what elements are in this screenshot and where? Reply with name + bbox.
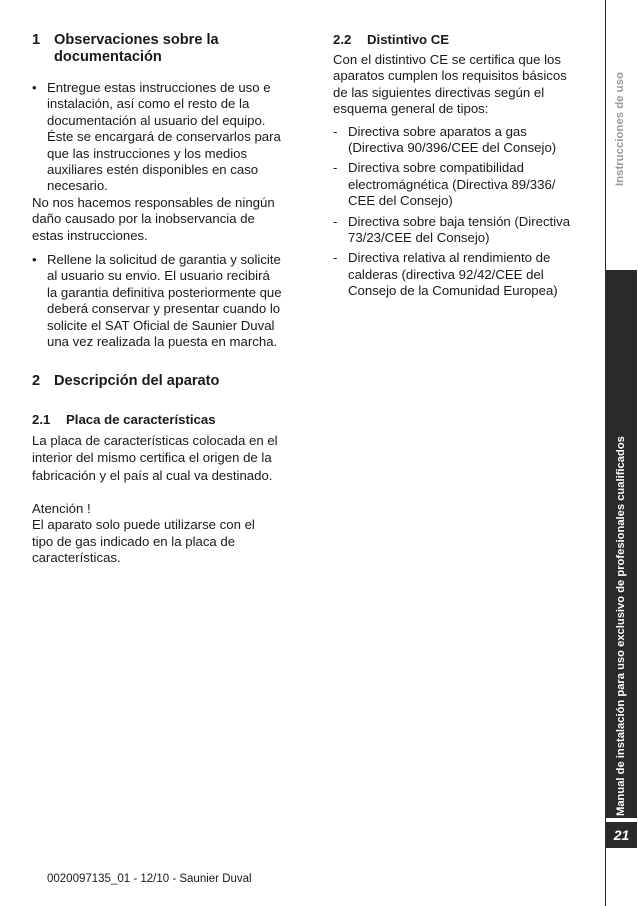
list-item: [32, 80, 294, 195]
page-number: 21: [606, 822, 637, 848]
left-column: [32, 32, 294, 567]
list-item-text: Directiva relativa al rendimiento de calderas (directiva 92/42/CEE del Consejo de la Comunidad Europea): [348, 250, 558, 299]
footer: 0020097135_01 - 12/10 - Saunier Duval: [47, 873, 252, 885]
subsection-2-1-heading: [32, 412, 294, 428]
subsection-title: Distintivo CE: [367, 32, 450, 47]
paragraph: No nos hacemos responsables de ningún daño causado por la inobservancia de estas instrucciones.: [32, 194, 275, 243]
bullet-text: Entregue estas instrucciones de uso e instalación, así como el resto de la documentación al usuario del equipo. Éste se encargará de conservarlos para que las instrucciones y los medios auxiliares estén disponibles en caso necesario.: [47, 80, 281, 194]
subsection-number: 2.1: [32, 411, 51, 427]
list-item-text: Directiva sobre compatibilidad electromágnética (Directiva 89/336/ CEE del Consejo): [348, 160, 556, 209]
list-item: [333, 160, 595, 209]
section-1-heading: [32, 32, 294, 66]
list-item-text: Directiva sobre aparatos a gas (Directiva 90/396/CEE del Consejo): [348, 123, 557, 156]
bullet-marker: •: [32, 252, 37, 268]
subsection-2-2-heading: [333, 32, 595, 48]
bullet-marker: •: [32, 80, 37, 95]
sidebar-top-band: [606, 0, 637, 266]
subsection-number: 2.2: [333, 32, 352, 47]
sidebar-main-band: [606, 270, 637, 818]
section-title: Descripción del aparato: [54, 372, 220, 389]
right-column: [333, 32, 595, 304]
section-title: Observaciones sobre la documentación: [54, 32, 219, 65]
list-item: [333, 124, 595, 157]
section-number: 2: [32, 372, 41, 389]
attention-title: Atención !: [32, 501, 91, 516]
directive-list: [333, 124, 595, 300]
dash-marker: -: [333, 250, 338, 266]
sidebar-top-label: Instrucciones de uso: [614, 72, 626, 186]
subsection-title: Placa de características: [66, 411, 216, 427]
paragraph: Con el distintivo CE se certifica que los aparatos cumplen los requisitos básicos de las siguientes directivas según el esquema general de tipos:: [333, 52, 567, 117]
dash-marker: -: [333, 123, 338, 139]
list-item: [32, 252, 294, 350]
paragraph: La placa de características colocada en el interior del mismo certifica el origen de la fabricación y el país al cual va destinado.: [32, 432, 278, 483]
list-item: [333, 250, 595, 299]
section-number: 1: [32, 32, 41, 48]
bullet-text: Rellene la solicitud de garantia y solicite al usuario su envio. El usuario recibirá la garantia definitiva posteriormente que deberá conservar y presentar cuando lo solicite el SAT Oficial de Saunier Duval una vez realizada la puesta en marcha.: [47, 252, 282, 350]
attention-text: El aparato solo puede utilizarse con el tipo de gas indicado en la placa de características.: [32, 517, 255, 566]
list-item: [333, 214, 595, 247]
sidebar: [605, 0, 638, 906]
sidebar-main-label: Manual de instalación para uso exclusivo de profesionales cualificados: [615, 436, 627, 816]
list-item-text: Directiva sobre baja tensión (Directiva 73/23/CEE del Consejo): [348, 213, 571, 246]
dash-marker: -: [333, 160, 338, 176]
dash-marker: -: [333, 213, 338, 229]
bullet-list: [32, 252, 294, 350]
bullet-list: [32, 80, 294, 195]
section-2-heading: [32, 373, 294, 390]
